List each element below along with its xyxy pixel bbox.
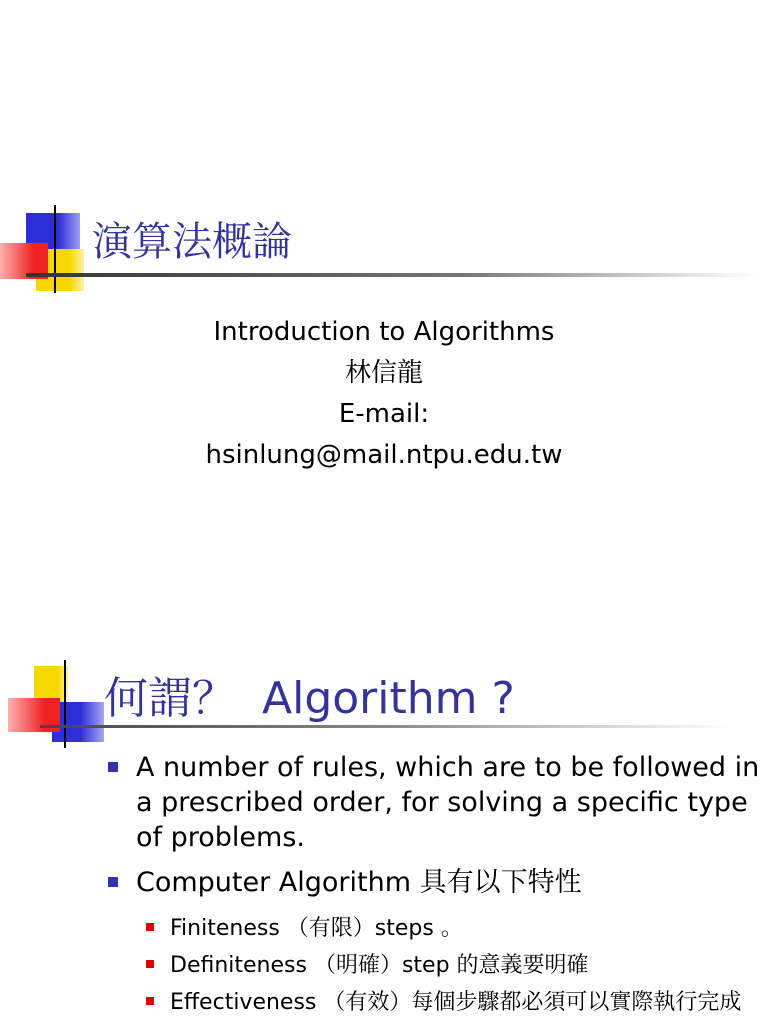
bullet-marker	[108, 877, 118, 887]
slide-title-en: Algorithm ?	[262, 673, 515, 724]
bullet-list	[0, 750, 768, 1021]
slide-title	[104, 662, 515, 726]
sub-bullet-text: Effectiveness （有效）每個步驟都必須可以實際執行完成	[170, 990, 742, 1015]
bullet-text: Computer Algorithm 具有以下特性	[136, 867, 582, 898]
title-decoration-logo	[8, 660, 112, 750]
title-underline	[26, 273, 756, 277]
slide-title: 演算法概論	[92, 219, 292, 265]
email-address: hsinlung@mail.ntpu.edu.tw	[205, 440, 563, 470]
course-name: Introduction to Algorithms	[213, 317, 555, 347]
list-item	[136, 750, 768, 855]
sub-bullet-marker	[146, 960, 154, 968]
sub-bullet-marker	[146, 997, 154, 1005]
slide-title-cjk: 何謂？	[104, 673, 236, 724]
sub-bullet-marker	[146, 923, 154, 931]
bullet-marker	[108, 762, 118, 772]
title-decoration-logo	[0, 205, 100, 295]
sub-bullet-text: Definiteness （明確）step 的意義要明確	[170, 953, 589, 978]
sub-bullet-text: Finiteness （有限）steps 。	[170, 916, 463, 941]
sub-list-item	[170, 947, 768, 984]
slide-subtitle-block	[0, 312, 768, 476]
bullet-text: A number of rules, which are to be followed in a prescribed order, for solving a specific type of problems.	[136, 752, 760, 853]
sub-list-item	[170, 910, 768, 947]
instructor-name: 林信龍	[344, 358, 423, 388]
email-label: E-mail:	[338, 399, 430, 429]
list-item	[136, 865, 768, 900]
sub-list-item	[170, 984, 768, 1021]
